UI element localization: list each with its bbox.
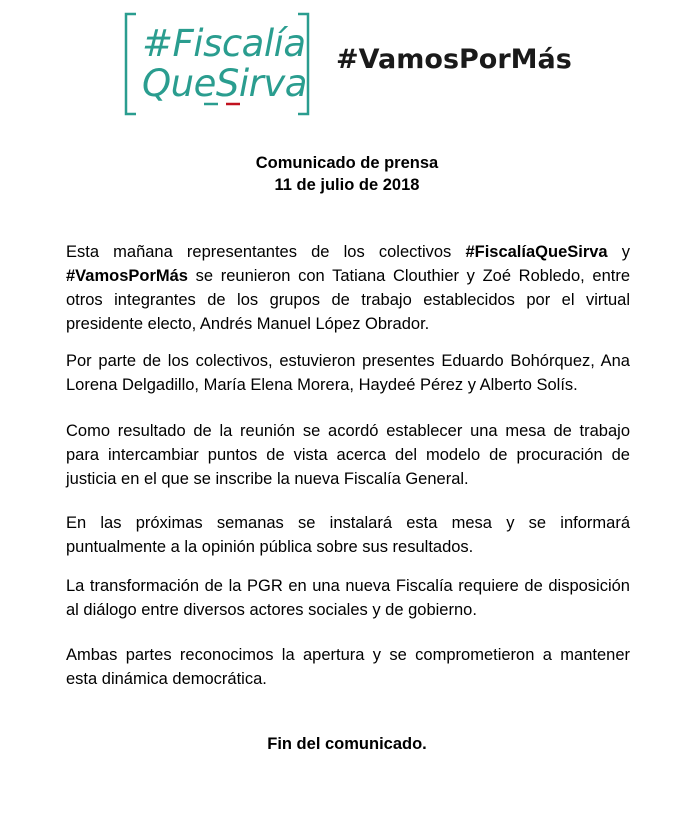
paragraph-1 bbox=[66, 240, 630, 336]
press-release-title: Comunicado de prensa bbox=[255, 154, 439, 172]
paragraph-4: En las próximas semanas se instalará esta mesa y se informará puntualmente a la opinión pública sobre sus resultados. bbox=[66, 514, 630, 556]
hashtag-vamos: #VamosPorMás bbox=[66, 267, 188, 285]
p1-text-e: se reunieron con Tatiana Clouthier y Zoé Robledo, entre otros integrantes de los grupos de trabajo establecidos por el virtual presidente electo, Andrés Manuel López Obrador. bbox=[66, 267, 630, 333]
paragraph-6: Ambas partes reconocimos la apertura y se comprometieron a mantener esta dinámica democrática. bbox=[66, 646, 630, 688]
logo-line-quesirva: QueSirva bbox=[142, 62, 307, 105]
press-release-date: 11 de julio de 2018 bbox=[274, 176, 420, 194]
hashtag-fiscalia: #FiscalíaQueSirva bbox=[465, 243, 608, 261]
logo-line-fiscalia: #Fiscalía bbox=[142, 22, 306, 65]
closing-line: Fin del comunicado. bbox=[267, 735, 427, 753]
p1-text-a: Esta mañana representantes de los colectivos bbox=[66, 243, 466, 261]
fiscalia-que-sirva-logo bbox=[124, 12, 310, 116]
paragraph-2: Por parte de los colectivos, estuvieron presentes Eduardo Bohórquez, Ana Lorena Delgadillo, María Elena Morera, Haydeé Pérez y Alberto Solís. bbox=[66, 352, 630, 394]
vamos-por-mas-logo: #VamosPorMás bbox=[336, 44, 572, 75]
paragraph-5: La transformación de la PGR en una nueva Fiscalía requiere de disposición al diálogo entre diversos actores sociales y de gobierno. bbox=[66, 577, 630, 619]
p1-text-c: y bbox=[607, 243, 630, 261]
paragraph-3: Como resultado de la reunión se acordó establecer una mesa de trabajo para intercambiar puntos de vista acerca del modelo de procuración de justicia en el que se inscribe la nueva Fiscalía General. bbox=[66, 422, 630, 488]
